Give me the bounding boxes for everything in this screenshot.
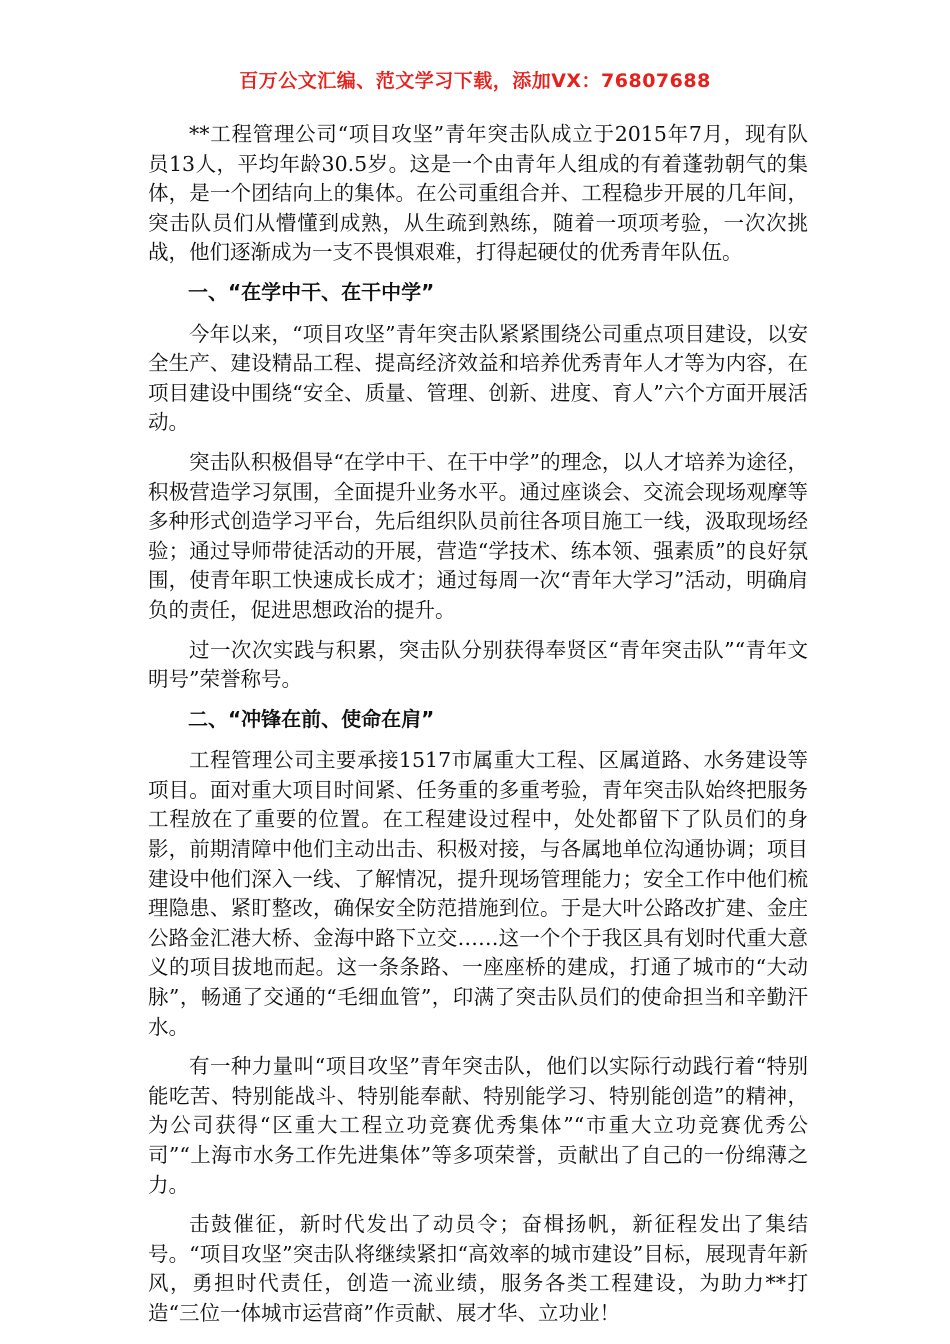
section-1-paragraph-2: 突击队积极倡导“在学中干、在干中学”的理念，以人才培养为途径，积极营造学习氛围，全面提升业务水平。通过座谈会、交流会现场观摩等多种形式创造学习平台，先后组织队员前往各项目施工一线，汲取现场经验；通过导师带徒活动的开展，营造“学技术、练本领、强素质”的良好氛围，使青年职工快速成长成才；通过每周一次“青年大学习”活动，明确肩负的责任，促进思想政治的提升。 xyxy=(148,449,808,622)
section-2-heading: 二、“冲锋在前、使命在肩” xyxy=(188,706,435,731)
download-banner: 百万公文汇编、范文学习下载，添加VX：76807688 xyxy=(239,70,711,92)
section-2-paragraph-2: 有一种力量叫“项目攻坚”青年突击队，他们以实际行动践行着“特别能吃苦、特别能战斗、特别能奉献、特别能学习、特别能创造”的精神，为公司获得“区重大工程立功竞赛优秀集体”“市重大立功竞赛优秀公司”“上海市水务工作先进集体”等多项荣誉，贡献出了自己的一份绵薄之力。 xyxy=(148,1054,808,1197)
section-2-paragraph-3: 击鼓催征，新时代发出了动员令；奋楫扬帆，新征程发出了集结号。“项目攻坚”突击队将继续紧扣“高效率的城市建设”目标，展现青年新风，勇担时代责任，创造一流业绩，服务各类工程建设，为助力**打造“三位一体城市运营商”作贡献、展才华、立功业！ xyxy=(148,1212,808,1325)
section-1-heading: 一、“在学中干、在干中学” xyxy=(188,279,435,304)
intro-paragraph: **工程管理公司“项目攻坚”青年突击队成立于2015年7月，现有队员13人，平均年龄30.5岁。这是一个由青年人组成的有着蓬勃朝气的集体，是一个团结向上的集体。在公司重组合并、工程稳步开展的几年间，突击队员们从懵懂到成熟，从生疏到熟练，随着一项项考验，一次次挑战，他们逐渐成为一支不畏惧艰难，打得起硬仗的优秀青年队伍。 xyxy=(148,122,808,265)
section-2-paragraph-1: 工程管理公司主要承接1517市属重大工程、区属道路、水务建设等项目。面对重大项目时间紧、任务重的多重考验，青年突击队始终把服务工程放在了重要的位置。在工程建设过程中，处处都留下了队员们的身影，前期清障中他们主动出击、积极对接，与各属地单位沟通协调；项目建设中他们深入一线、了解情况，提升现场管理能力；安全工作中他们梳理隐患、紧盯整改，确保安全防范措施到位。于是大叶公路改扩建、金庄公路金汇港大桥、金海中路下立交……这一个个于我区具有划时代重大意义的项目拔地而起。这一条条路、一座座桥的建成，打通了城市的“大动脉”，畅通了交通的“毛细血管”，印满了突击队员们的使命担当和辛勤汗水。 xyxy=(148,748,808,1039)
document-body xyxy=(148,120,808,1339)
section-1-paragraph-1: 今年以来，“项目攻坚”青年突击队紧紧围绕公司重点项目建设，以安全生产、建设精品工程、提高经济效益和培养优秀青年人才等为内容，在项目建设中围绕“安全、质量、管理、创新、进度、育人”六个方面开展活动。 xyxy=(148,321,808,435)
section-1-paragraph-3: 过一次次实践与积累，突击队分别获得奉贤区“青年突击队”“青年文明号”荣誉称号。 xyxy=(148,637,808,692)
